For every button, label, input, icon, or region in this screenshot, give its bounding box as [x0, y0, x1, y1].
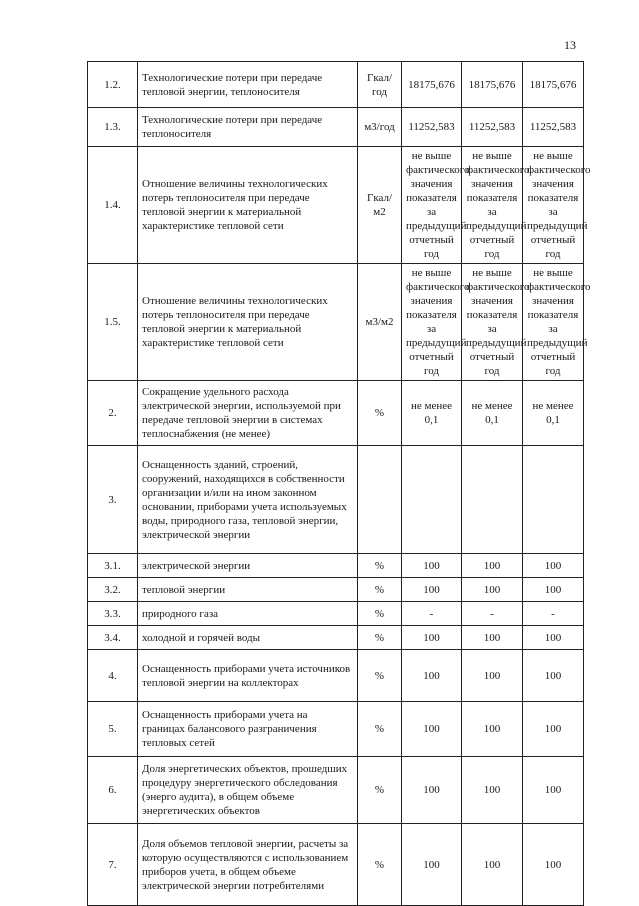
page-number: 13	[564, 38, 576, 52]
row-name: Отношение величины технологических потерь теплоносителя при передаче тепловой энергии к материальной характеристике тепловой сети	[138, 264, 358, 381]
row-name: Оснащенность приборами учета на границах балансового разграничения тепловых сетей	[138, 702, 358, 757]
row-unit	[358, 446, 402, 554]
row-unit: %	[358, 757, 402, 824]
row-value-1: -	[402, 602, 462, 626]
row-unit: Гкал/ м2	[358, 147, 402, 264]
row-unit: %	[358, 602, 402, 626]
row-value-3: 100	[523, 702, 584, 757]
row-unit: Гкал/ год	[358, 62, 402, 108]
row-value-1: 100	[402, 757, 462, 824]
row-value-2: 100	[462, 554, 523, 578]
table-row	[88, 446, 584, 554]
row-value-2: 100	[462, 626, 523, 650]
row-value-2	[462, 446, 523, 554]
row-number: 3.3.	[88, 602, 138, 626]
row-value-2: -	[462, 602, 523, 626]
row-value-1: 100	[402, 578, 462, 602]
row-value-3	[523, 446, 584, 554]
table-row	[88, 578, 584, 602]
row-name: Технологические потери при передаче тепловой энергии, теплоносителя	[138, 62, 358, 108]
row-number: 1.3.	[88, 108, 138, 147]
row-number: 3.1.	[88, 554, 138, 578]
row-value-1: 18175,676	[402, 62, 462, 108]
row-unit: %	[358, 554, 402, 578]
row-value-1: 100	[402, 702, 462, 757]
row-value-2: 100	[462, 702, 523, 757]
row-value-3: 100	[523, 626, 584, 650]
indicators-table	[87, 61, 591, 906]
row-number: 3.2.	[88, 578, 138, 602]
row-name: тепловой энергии	[138, 578, 358, 602]
table-row	[88, 108, 584, 147]
row-value-2: 18175,676	[462, 62, 523, 108]
table-row	[88, 554, 584, 578]
row-number: 6.	[88, 757, 138, 824]
row-unit: %	[358, 626, 402, 650]
row-name: электрической энергии	[138, 554, 358, 578]
row-value-3: 100	[523, 554, 584, 578]
table-row	[88, 62, 584, 108]
row-name: Сокращение удельного расхода электрической энергии, используемой при передаче тепловой энергии в системах теплоснабжения (не менее)	[138, 381, 358, 446]
table-row	[88, 824, 584, 906]
row-unit: %	[358, 650, 402, 702]
row-number: 3.4.	[88, 626, 138, 650]
table-row	[88, 381, 584, 446]
table-row	[88, 757, 584, 824]
row-value-2: 100	[462, 578, 523, 602]
row-value-3: 11252,583	[523, 108, 584, 147]
row-number: 7.	[88, 824, 138, 906]
row-value-1	[402, 446, 462, 554]
row-value-1: 11252,583	[402, 108, 462, 147]
row-value-3: -	[523, 602, 584, 626]
row-value-3: 100	[523, 824, 584, 906]
row-value-1: 100	[402, 650, 462, 702]
row-value-2: не менее 0,1	[462, 381, 523, 446]
row-name: Отношение величины технологических потерь теплоносителя при передаче тепловой энергии к материальной характеристике тепловой сети	[138, 147, 358, 264]
row-value-3: не выше фактического значения показателя за предыдущий отчетный год	[523, 264, 584, 381]
row-value-1: не менее 0,1	[402, 381, 462, 446]
row-name: Доля энергетических объектов, прошедших процедуру энергетического обследования (энерго аудита), в общем объеме энергетических объектов	[138, 757, 358, 824]
row-value-2: 100	[462, 757, 523, 824]
row-value-1: не выше фактического значения показателя за предыдущий отчетный год	[402, 264, 462, 381]
row-name: Оснащенность приборами учета источников тепловой энергии на коллекторах	[138, 650, 358, 702]
row-value-3: 100	[523, 578, 584, 602]
table-row	[88, 602, 584, 626]
row-unit: %	[358, 578, 402, 602]
table-row	[88, 264, 584, 381]
row-name: Оснащенность зданий, строений, сооружений, находящихся в собственности организации и/или на ином законном основании, приборами учета используемых воды, природного газа, тепловой энергии, электрической энергии	[138, 446, 358, 554]
row-name: природного газа	[138, 602, 358, 626]
table-row	[88, 626, 584, 650]
row-value-3: 18175,676	[523, 62, 584, 108]
row-name: Технологические потери при передаче теплоносителя	[138, 108, 358, 147]
row-number: 4.	[88, 650, 138, 702]
row-value-1: 100	[402, 626, 462, 650]
row-number: 1.2.	[88, 62, 138, 108]
row-value-2: не выше фактического значения показателя за предыдущий отчетный год	[462, 264, 523, 381]
row-value-2: 11252,583	[462, 108, 523, 147]
row-value-1: не выше фактического значения показателя за предыдущий отчетный год	[402, 147, 462, 264]
table-row	[88, 650, 584, 702]
row-value-3: 100	[523, 650, 584, 702]
row-value-3: 100	[523, 757, 584, 824]
row-name: Доля объемов тепловой энергии, расчеты за которую осуществляются с использованием приборов учета, в общем объеме электрической энергии потребителями	[138, 824, 358, 906]
row-value-2: 100	[462, 824, 523, 906]
row-value-2: не выше фактического значения показателя за предыдущий отчетный год	[462, 147, 523, 264]
row-number: 2.	[88, 381, 138, 446]
row-value-3: не выше фактического значения показателя за предыдущий отчетный год	[523, 147, 584, 264]
row-unit: %	[358, 702, 402, 757]
row-number: 3.	[88, 446, 138, 554]
row-number: 1.4.	[88, 147, 138, 264]
row-value-1: 100	[402, 554, 462, 578]
row-value-2: 100	[462, 650, 523, 702]
row-number: 1.5.	[88, 264, 138, 381]
row-unit: м3/год	[358, 108, 402, 147]
row-value-1: 100	[402, 824, 462, 906]
row-name: холодной и горячей воды	[138, 626, 358, 650]
table-row	[88, 702, 584, 757]
row-unit: м3/м2	[358, 264, 402, 381]
row-unit: %	[358, 381, 402, 446]
table-row	[88, 147, 584, 264]
row-value-3: не менее 0,1	[523, 381, 584, 446]
row-number: 5.	[88, 702, 138, 757]
row-unit: %	[358, 824, 402, 906]
